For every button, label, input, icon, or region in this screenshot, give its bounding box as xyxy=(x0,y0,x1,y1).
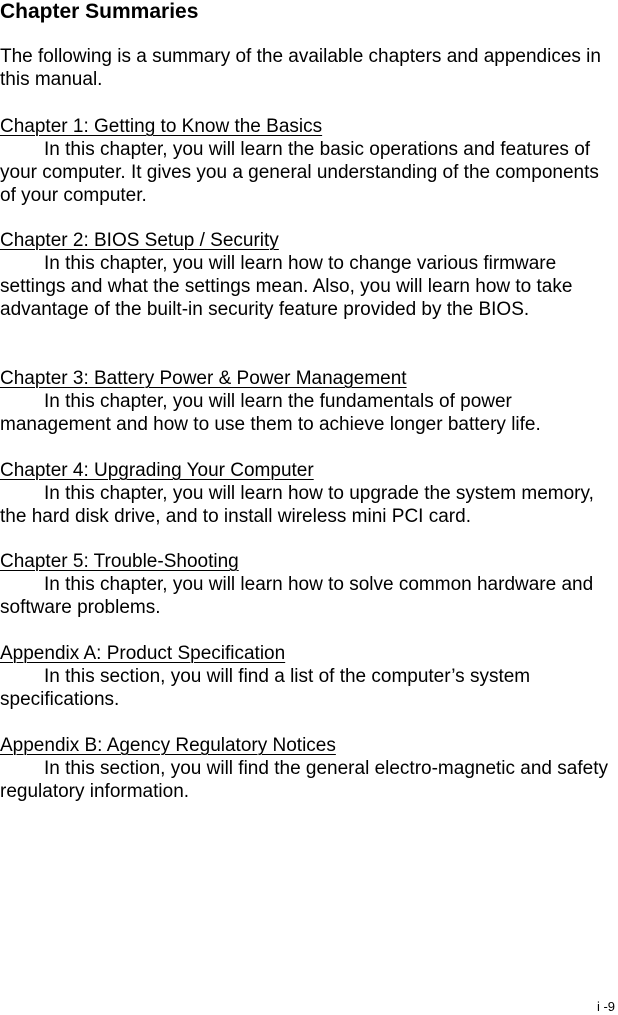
appendix-a-heading: Appendix A: Product Specification xyxy=(0,643,286,664)
chapter-5-heading: Chapter 5: Trouble-Shooting xyxy=(0,551,239,572)
chapter-4-summary xyxy=(0,459,618,528)
chapter-1-heading: Chapter 1: Getting to Know the Basics xyxy=(0,116,323,137)
chapter-2-summary xyxy=(0,229,618,321)
chapter-3-summary xyxy=(0,367,618,436)
chapter-4-description: In this chapter, you will learn how to upgrade the system memory, the hard disk drive, and to install wireless mini PCI card. xyxy=(0,483,594,527)
chapter-5-summary xyxy=(0,550,618,619)
appendix-b-description: In this section, you will find the general electro-magnetic and safety regulatory information. xyxy=(0,758,608,802)
chapter-2-heading: Chapter 2: BIOS Setup / Security xyxy=(0,230,279,251)
appendix-b-heading: Appendix B: Agency Regulatory Notices xyxy=(0,735,336,756)
chapter-5-description: In this chapter, you will learn how to solve common hardware and software problems. xyxy=(0,574,594,618)
page-number: i -9 xyxy=(596,999,615,1014)
appendix-a-summary xyxy=(0,642,618,711)
chapter-1-summary xyxy=(0,115,618,207)
chapter-4-heading: Chapter 4: Upgrading Your Computer xyxy=(0,460,314,481)
page-title: Chapter Summaries xyxy=(0,0,199,23)
appendix-b-summary xyxy=(0,734,618,803)
chapter-1-description: In this chapter, you will learn the basic operations and features of your computer. It gives you a general understanding of the components of your computer. xyxy=(0,139,599,206)
chapter-2-description: In this chapter, you will learn how to change various firmware settings and what the settings mean. Also, you will learn how to take advantage of the built-in security feature provided by the BIOS. xyxy=(0,253,573,320)
intro-paragraph: The following is a summary of the available chapters and appendices in this manual. xyxy=(0,46,601,90)
chapter-3-heading: Chapter 3: Battery Power & Power Management xyxy=(0,368,407,389)
appendix-a-description: In this section, you will find a list of the computer’s system specifications. xyxy=(0,666,531,710)
chapter-3-description: In this chapter, you will learn the fundamentals of power management and how to use them to achieve longer battery life. xyxy=(0,391,541,435)
